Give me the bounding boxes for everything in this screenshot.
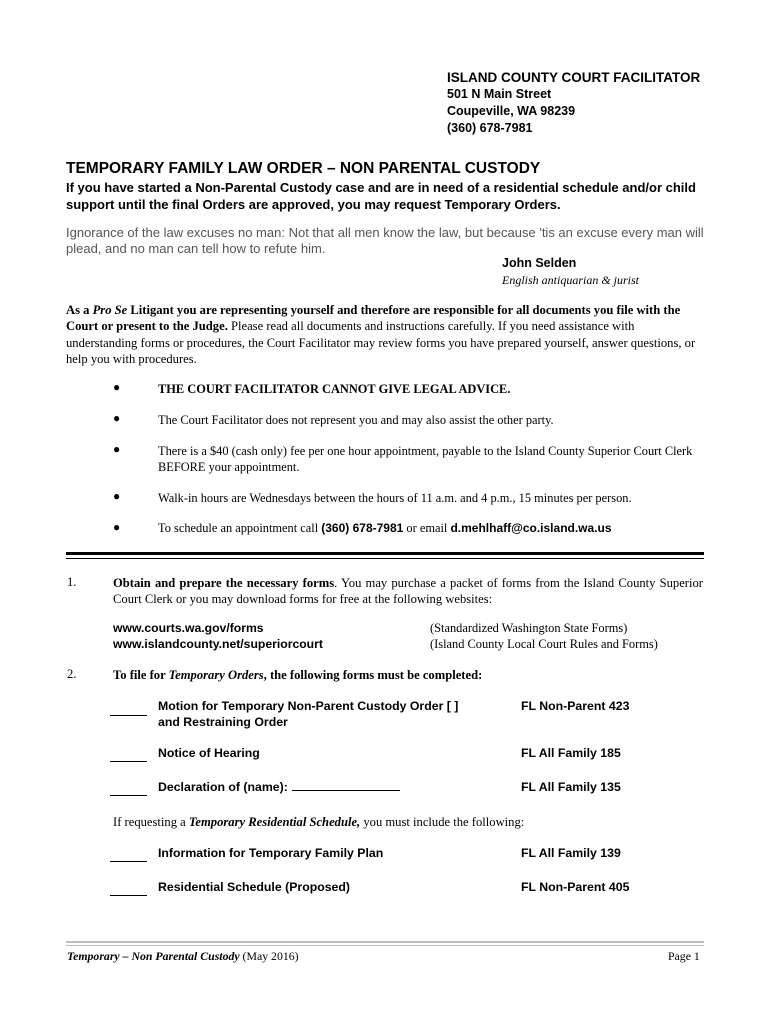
form-code-all-family-135: FL All Family 135: [521, 780, 621, 794]
facilitator-city: Coupeville, WA 98239: [447, 104, 576, 118]
website-courts-link[interactable]: www.courts.wa.gov/forms: [113, 621, 264, 635]
bullet-no-legal-advice: THE COURT FACILITATOR CANNOT GIVE LEGAL ADVICE.: [158, 382, 511, 396]
step-2-post: , the following forms must be completed:: [263, 668, 483, 682]
intro-text: If you have started a Non-Parental Custody case and are in need of a residential schedule and/or child support until the final Orders are approved, you may request Temporary Orders.: [66, 180, 696, 212]
checkoff-blank[interactable]: [110, 795, 147, 796]
step-1-text: [113, 575, 703, 608]
form-code-non-parent-423: FL Non-Parent 423: [521, 699, 630, 713]
form-code-all-family-139: FL All Family 139: [521, 846, 621, 860]
section-divider-thick: [66, 552, 704, 555]
footer-page-number: Page 1: [668, 949, 700, 963]
form-code-all-family-185: FL All Family 185: [521, 746, 621, 760]
pro-se-bold-text: Litigant you are representing yourself and therefore are responsible for all documents you file with the Court or present to the Judge.: [66, 303, 681, 334]
pro-se-normal-text: Please read all documents and instructions carefully. If you need assistance with understanding forms or procedures, the Court Facilitator may review forms you have prepared yourself, answer questions, or help you with procedures.: [66, 319, 696, 367]
footer-doc-date: (May 2016): [239, 949, 299, 963]
step-1-number: 1.: [67, 575, 77, 589]
form-motion-line-2: and Restraining Order: [158, 715, 288, 729]
website-island-county-description: (Island County Local Court Rules and Forms): [430, 637, 658, 651]
declaration-name-field[interactable]: [292, 780, 400, 791]
step-2-emphasis: Temporary Orders: [168, 668, 264, 682]
form-motion-line-1: Motion for Temporary Non-Parent Custody Order [ ]: [158, 699, 459, 713]
bullet-walk-in: Walk-in hours are Wednesdays between the hours of 11 a.m. and 4 p.m., 15 minutes per person.: [158, 491, 632, 505]
step-1-heading: Obtain and prepare the necessary forms: [113, 576, 335, 590]
footer-divider-thin: [66, 945, 704, 946]
form-notice-of-hearing: Notice of Hearing: [158, 746, 260, 760]
form-code-non-parent-405: FL Non-Parent 405: [521, 880, 630, 894]
schedule-mid: or email: [403, 521, 451, 535]
checkoff-blank[interactable]: [110, 715, 147, 716]
footer-divider: [66, 941, 704, 943]
bullet-dot-icon: ●: [113, 380, 121, 394]
residential-emphasis: Temporary Residential Schedule,: [188, 815, 361, 829]
bullet-dot-icon: ●: [113, 411, 121, 425]
pro-se-paragraph: [66, 302, 706, 368]
bullet-dot-icon: ●: [113, 520, 121, 534]
step-2-text: [113, 667, 703, 683]
residential-pre: If requesting a: [113, 815, 189, 829]
pro-se-as-a: As a: [66, 303, 93, 317]
form-residential-schedule: Residential Schedule (Proposed): [158, 880, 351, 894]
quote-author: John Selden: [502, 256, 577, 270]
facilitator-address: [447, 70, 700, 137]
bullet-not-represent: The Court Facilitator does not represent you and may also assist the other party.: [158, 413, 554, 427]
form-declaration-label: Declaration of (name):: [158, 780, 288, 794]
form-motion-temporary-order: [158, 698, 458, 730]
schedule-phone: (360) 678-7981: [321, 521, 404, 535]
schedule-email: d.mehlhaff@co.island.wa.us: [450, 521, 612, 535]
schedule-prefix: To schedule an appointment call: [158, 521, 322, 535]
section-divider-thin: [66, 558, 704, 559]
residential-schedule-note: [113, 815, 524, 830]
facilitator-name: ISLAND COUNTY COURT FACILITATOR: [447, 70, 701, 85]
checkoff-blank[interactable]: [110, 861, 147, 862]
website-courts-description: (Standardized Washington State Forms): [430, 621, 628, 635]
bullet-dot-icon: ●: [113, 489, 121, 503]
checkoff-blank[interactable]: [110, 761, 147, 762]
bullet-dot-icon: ●: [113, 442, 121, 456]
checkoff-blank[interactable]: [110, 895, 147, 896]
website-island-county-link[interactable]: www.islandcounty.net/superiorcourt: [113, 637, 323, 651]
step-2-pre: To file for: [113, 668, 169, 682]
page-title: TEMPORARY FAMILY LAW ORDER – NON PARENTAL CUSTODY: [66, 160, 541, 177]
form-temporary-family-plan: Information for Temporary Family Plan: [158, 846, 384, 860]
bullet-fee: There is a $40 (cash only) fee per one hour appointment, payable to the Island County Superior Court Clerk BEFORE your appointment.: [158, 444, 693, 474]
quote-text: Ignorance of the law excuses no man: Not that all men know the law, but because 'tis an excuse every man will plead, and no man can tell how to refute him.: [66, 225, 704, 256]
form-declaration: [158, 779, 400, 795]
pro-se-term: Pro Se: [92, 303, 128, 317]
bullet-schedule: [158, 520, 718, 536]
residential-post: you must include the following:: [360, 815, 525, 829]
footer-doc-title: Temporary – Non Parental Custody: [67, 949, 240, 963]
footer-document-name: [67, 949, 299, 964]
facilitator-street: 501 N Main Street: [447, 87, 552, 101]
step-2-number: 2.: [67, 667, 77, 681]
quote-author-description: English antiquarian & jurist: [502, 273, 640, 287]
facilitator-phone: (360) 678-7981: [447, 121, 533, 135]
step-1-body: . You may purchase a packet of forms from the Island County Superior Court Clerk or you may download forms for free at the following websites:: [113, 576, 703, 607]
